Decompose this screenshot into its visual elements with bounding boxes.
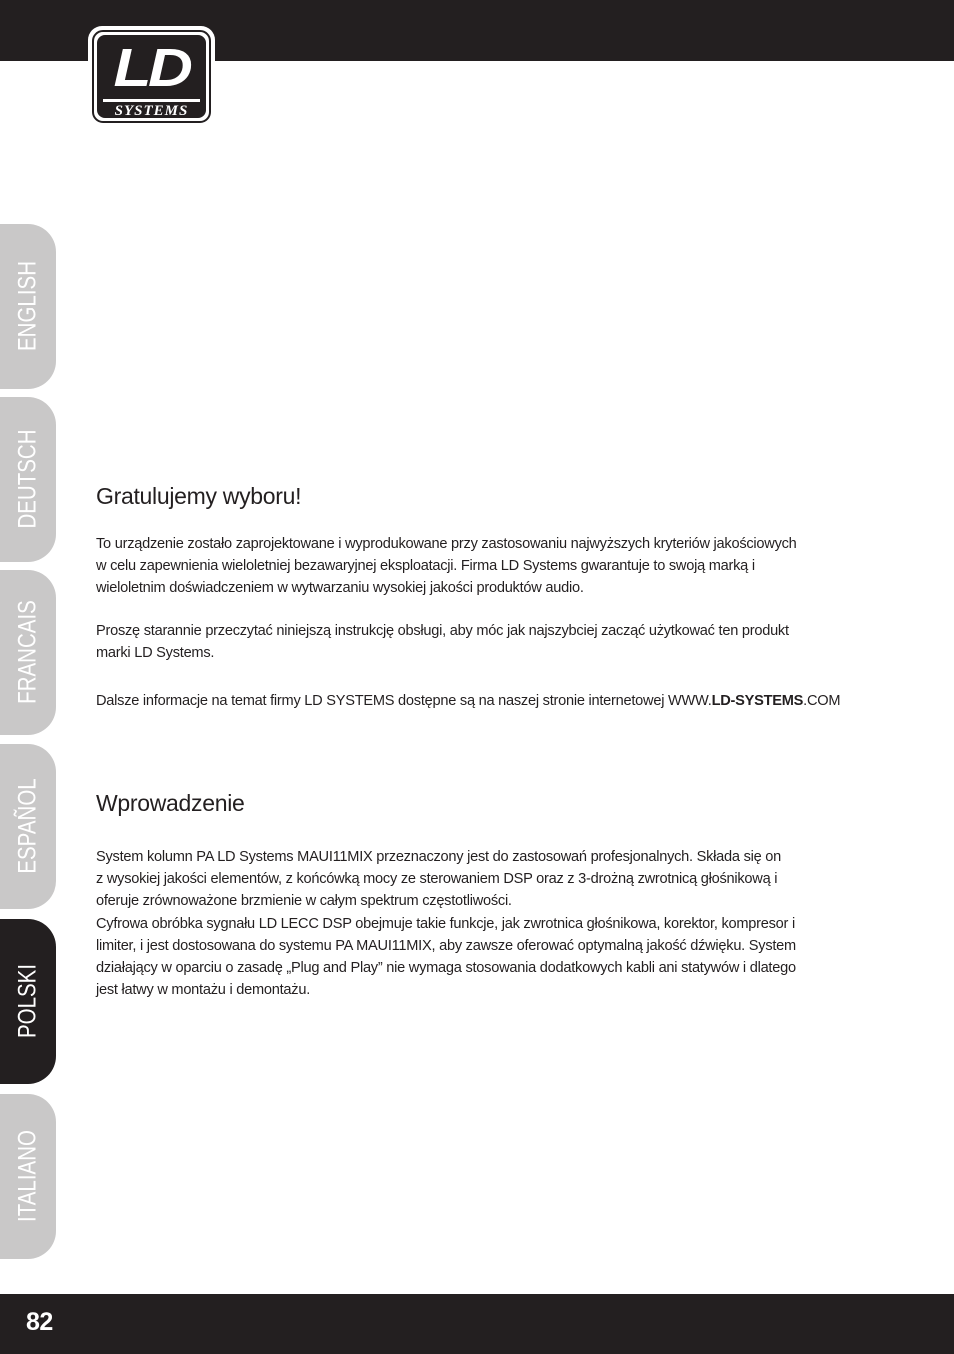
text-line: Cyfrowa obróbka sygnału LD LECC DSP obejmuje takie funkcje, jak zwrotnica głośnikowa, korektor, kompresor i [96,915,795,932]
congrats-heading: Gratulujemy wyboru! [96,483,302,509]
tab-espanol-label: ESPAÑOL [13,778,42,874]
page-number: 82 [26,1308,53,1336]
tab-italiano[interactable] [0,1094,56,1259]
text-line: działający w oparciu o zasadę „Plug and Play” nie wymaga stosowania dodatkowych kabli ani statywów i dlatego [96,960,796,977]
tab-francais-label: FRANCAIS [13,600,42,704]
tab-espanol[interactable] [0,744,56,909]
text-line: jest łatwy w montażu i demontażu. [96,982,310,999]
text-line: z wysokiej jakości elementów, z końcówką mocy ze sterowaniem DSP oraz z 3-drożną zwrotnicą głośnikową i [96,871,778,888]
congrats-paragraph-2 [96,620,866,664]
tab-deutsch-label: DEUTSCH [13,429,42,529]
logo-sub-text: SYSTEMS [114,103,189,118]
logo-stripe [103,99,200,102]
text-line: w celu zapewnienia wieloletniej bezawaryjnej eksploatacji. Firma LD Systems gwarantuje to swoją marką i [96,558,755,575]
tab-polski[interactable] [0,919,56,1084]
bottom-bar [0,1294,954,1354]
intro-paragraph [96,846,866,1001]
text-line: System kolumn PA LD Systems MAUI11MIX przeznaczony jest do zastosowań profesjonalnych. Składa się on [96,849,782,865]
ld-systems-logo [88,26,215,127]
congrats-paragraph-3 [96,690,866,712]
text-line: oferuje zrównoważone brzmienie w całym spektrum częstotliwości. [96,893,512,910]
text-line: To urządzenie zostało zaprojektowane i wyprodukowane przy zastosowaniu najwyższych kryteriów jakościowych [96,536,797,552]
tab-english-label: ENGLISH [13,260,42,352]
website-text-prefix: Dalsze informacje na temat firmy LD SYSTEMS dostępne są na naszej stronie internetowej WWW. [96,693,712,709]
text-line: Proszę starannie przeczytać niniejszą instrukcję obsługi, aby móc jak najszybciej zacząć użytkować ten produkt [96,623,789,639]
tab-polski-label: POLSKI [13,963,42,1039]
intro-heading: Wprowadzenie [96,790,245,816]
congrats-paragraph-1 [96,533,866,600]
tab-english[interactable] [0,224,56,389]
text-line: wieloletnim doświadczeniem w wytwarzaniu wysokiej jakości produktów audio. [96,580,584,597]
logo-core [97,35,206,118]
website-link-bold[interactable]: LD-SYSTEMS [711,693,804,709]
text-line: limiter, i jest dostosowana do systemu PA MAUI11MIX, aby zawsze oferować optymalną jakość dźwięku. System [96,937,796,954]
text-line: marki LD Systems. [96,645,215,662]
logo-main-text: LD [113,38,190,98]
tab-francais[interactable] [0,570,56,735]
tab-italiano-label: ITALIANO [13,1130,42,1222]
logo-frame [92,30,211,123]
tab-deutsch[interactable] [0,397,56,562]
website-text-suffix: .COM [803,693,841,709]
